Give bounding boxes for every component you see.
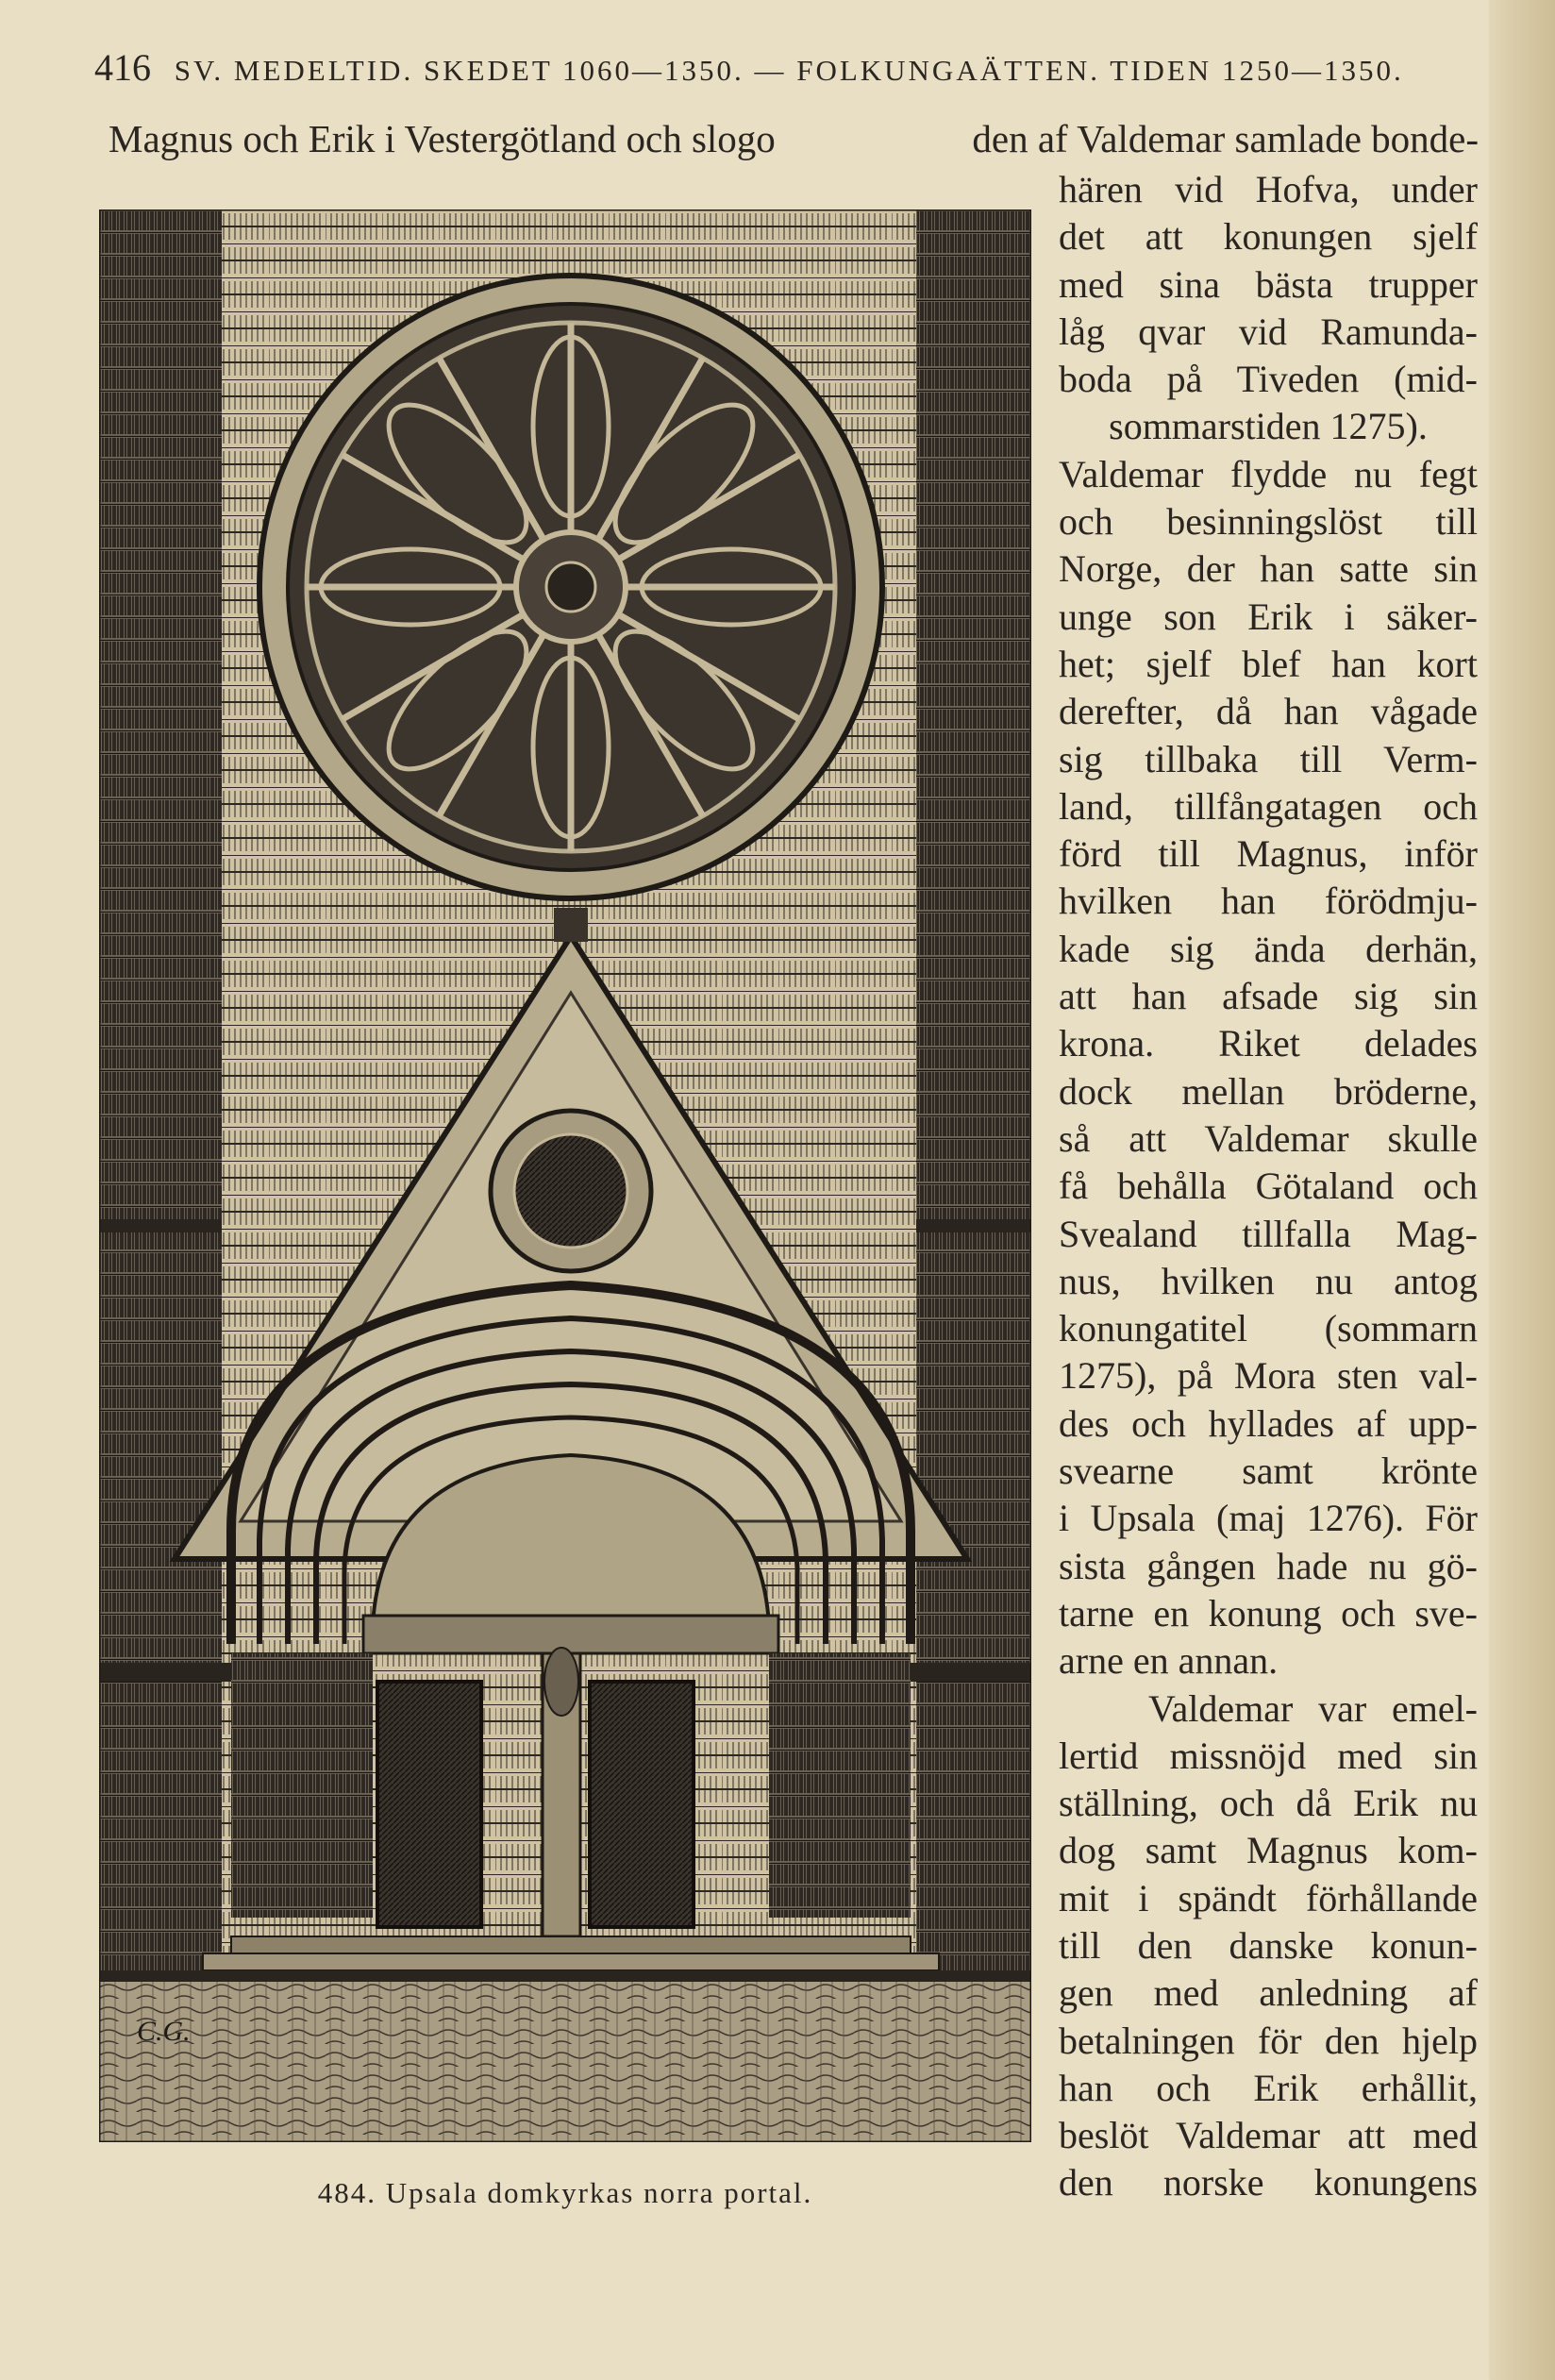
body-text-line: i Upsala (maj 1276). För xyxy=(1059,1497,1478,1540)
body-text-line: Svealand tillfalla Mag- xyxy=(1059,1212,1478,1255)
body-text-line: mit i spändt förhållande xyxy=(1059,1876,1478,1919)
body-text-line: sig tillbaka till Verm- xyxy=(1059,737,1478,780)
body-text-line: få behålla Götaland och xyxy=(1059,1165,1478,1208)
portal-step-2 xyxy=(203,1953,939,1970)
body-text-line: krona. Riket delades xyxy=(1059,1022,1478,1065)
plinth xyxy=(99,1970,1031,1982)
right-door xyxy=(590,1682,694,1927)
body-text-line: het; sjelf blef han kort xyxy=(1059,642,1478,685)
body-text-line: derefter, då han vågade xyxy=(1059,690,1478,733)
body-text-line: att han afsade sig sin xyxy=(1059,975,1478,1018)
body-text-line: arne en annan. xyxy=(1059,1639,1279,1683)
body-text-line: och besinningslöst till xyxy=(1059,500,1478,544)
body-text-line: han och Erik erhållit, xyxy=(1059,2066,1478,2109)
lead-text-line xyxy=(109,115,1479,162)
body-text-line: förd till Magnus, inför xyxy=(1059,832,1478,876)
left-jamb-columns xyxy=(231,1653,373,1918)
left-buttress xyxy=(99,210,222,2036)
engraving-svg xyxy=(99,210,1031,2142)
body-text-line: med sina bästa trupper xyxy=(1059,262,1478,306)
body-text-line: konungatitel (sommarn xyxy=(1059,1307,1478,1350)
body-text-line: hvilken han förödmju- xyxy=(1059,880,1478,923)
gable-finial xyxy=(554,908,588,942)
body-text-line: dock mellan bröderne, xyxy=(1059,1069,1478,1113)
body-text-line: beslöt Valdemar att med xyxy=(1059,2114,1478,2157)
lintel-frieze xyxy=(363,1616,778,1653)
right-buttress-ledge-2 xyxy=(897,1663,1031,1682)
right-buttress-ledge xyxy=(916,1219,1031,1232)
body-text-line: hären vid Hofva, under xyxy=(1059,168,1478,210)
engraver-signature: C.G. xyxy=(137,2016,191,2047)
portal-engraving xyxy=(99,210,1031,2142)
body-text-line: nus, hvilken nu antog xyxy=(1059,1259,1478,1302)
lead-text-left: Magnus och Erik i Vestergötland och slogo xyxy=(109,117,776,160)
lead-text-right: den af Valdemar samlade bonde- xyxy=(972,117,1479,160)
left-buttress-ledge-2 xyxy=(99,1663,241,1682)
body-text-line: dog samt Magnus kom- xyxy=(1059,1829,1478,1872)
page-number: 416 xyxy=(94,46,151,89)
body-text-line: unge son Erik i säker- xyxy=(1059,595,1478,638)
body-text-line: des och hyllades af upp- xyxy=(1059,1401,1478,1445)
cobbled-ground xyxy=(99,1982,1031,2142)
left-door xyxy=(377,1682,481,1927)
rose-window xyxy=(259,276,882,898)
right-jamb-columns xyxy=(769,1653,911,1918)
body-text-line: gen med anledning af xyxy=(1059,1971,1478,2015)
body-text-line: land, tillfångatagen och xyxy=(1059,784,1478,828)
figure-caption: 484. Upsala domkyrkas norra portal. xyxy=(317,2176,813,2209)
running-header xyxy=(94,45,1491,90)
body-text-line: boda på Tiveden (mid- xyxy=(1059,358,1478,401)
trumeau-statue xyxy=(544,1648,578,1716)
left-buttress-ledge xyxy=(99,1219,222,1232)
body-text-line: Valdemar flydde nu fegt xyxy=(1059,452,1478,495)
body-text-line: betalningen för den hjelp xyxy=(1059,2019,1478,2062)
body-text-line: Norge, der han satte sin xyxy=(1059,547,1478,591)
body-text-line: Valdemar var emel- xyxy=(1148,1686,1478,1730)
body-text-line: ställning, och då Erik nu xyxy=(1059,1782,1478,1825)
right-buttress xyxy=(916,210,1031,2036)
running-title: SV. MEDELTID. SKEDET 1060—1350. — FOLKUNGAÄTTEN. TIDEN 1250—1350. xyxy=(174,54,1404,87)
body-text-line: till den danske konun- xyxy=(1059,1923,1478,1967)
text-column xyxy=(1059,166,1478,2207)
body-text-line: lertid missnöjd med sin xyxy=(1059,1734,1478,1777)
page-edge-shadow xyxy=(1489,0,1555,2380)
portal-step-1 xyxy=(231,1936,911,1953)
body-text-line: låg qvar vid Ramunda- xyxy=(1059,310,1478,353)
body-text-line: sista gången hade nu gö- xyxy=(1059,1544,1478,1587)
body-text-line: sommarstiden 1275). xyxy=(1109,405,1428,448)
body-text-line: så att Valdemar skulle xyxy=(1059,1116,1478,1160)
body-text-line: tarne en konung och sve- xyxy=(1059,1591,1478,1634)
body-text-line: kade sig ända derhän, xyxy=(1059,927,1478,970)
body-text-line: det att konungen sjelf xyxy=(1059,215,1478,259)
body-text-line: den norske konungens xyxy=(1059,2161,1478,2204)
body-text-line: 1275), på Mora sten val- xyxy=(1059,1354,1478,1398)
body-text-line: svearne samt krönte xyxy=(1059,1450,1478,1493)
